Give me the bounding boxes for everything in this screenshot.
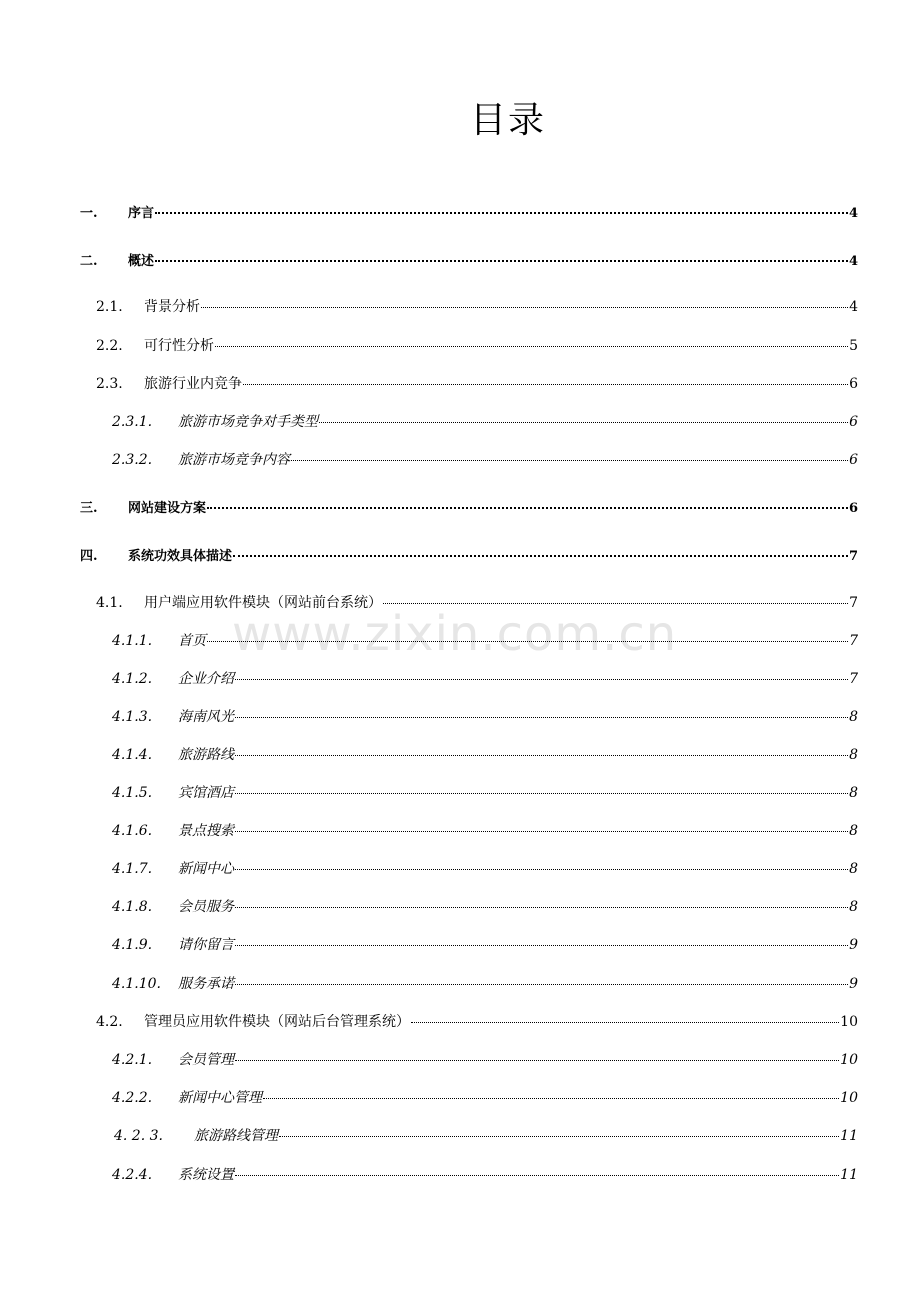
toc-entry[interactable] xyxy=(112,411,858,433)
toc-entry-page: 4 xyxy=(849,299,858,315)
toc-entry-text: 请你留言 xyxy=(178,937,234,953)
toc-entry[interactable] xyxy=(114,1125,858,1147)
toc-entry-number: 4.1.10. xyxy=(112,976,161,992)
toc-entry[interactable] xyxy=(112,1087,858,1109)
dot-leader xyxy=(235,755,848,756)
toc-entry-page: 4 xyxy=(848,206,858,221)
watermark: www.zixin.com.cn xyxy=(232,606,678,662)
dot-leader xyxy=(215,346,848,347)
dot-leader xyxy=(155,260,848,262)
toc-entry[interactable] xyxy=(112,706,858,728)
toc-entry[interactable] xyxy=(112,820,858,842)
toc-entry[interactable] xyxy=(112,744,858,766)
dot-leader xyxy=(383,603,848,604)
toc-entry-page: 7 xyxy=(849,595,858,611)
toc-entry-number: 4.1.2. xyxy=(112,671,153,687)
toc-entry[interactable] xyxy=(112,1164,858,1186)
toc-entry[interactable] xyxy=(112,449,858,471)
toc-entry-page: 11 xyxy=(840,1128,858,1144)
toc-entry-page: 4 xyxy=(848,254,858,269)
toc-entry-page: 6 xyxy=(849,414,858,430)
dot-leader xyxy=(155,212,848,214)
toc-entry[interactable] xyxy=(112,668,858,690)
toc-entry-text: 旅游市场竞争对手类型 xyxy=(178,414,318,430)
toc-entry-page: 6 xyxy=(849,376,858,392)
dot-leader xyxy=(235,717,848,718)
toc-entry-text: 新闻中心管理 xyxy=(178,1090,262,1106)
toc-entry[interactable] xyxy=(80,545,858,567)
toc-entry[interactable] xyxy=(96,592,858,614)
toc-entry[interactable] xyxy=(96,296,858,318)
toc-entry-page: 10 xyxy=(840,1090,858,1106)
toc-entry-text: 序言 xyxy=(128,206,155,221)
dot-leader xyxy=(235,1060,839,1061)
toc-entry-text: 服务承诺 xyxy=(178,976,234,992)
toc-entry[interactable] xyxy=(80,250,858,272)
toc-entry-number: 四. xyxy=(80,549,98,564)
toc-entry-number: 4.1.7. xyxy=(112,861,153,877)
toc-entry-text: 概述 xyxy=(128,254,155,269)
toc-entry-number: 4.1.5. xyxy=(112,785,153,801)
dot-leader xyxy=(233,555,848,557)
dot-leader xyxy=(201,307,848,308)
toc-entry-number: 二. xyxy=(80,254,98,269)
toc-entry-text: 会员服务 xyxy=(178,899,234,915)
toc-entry-page: 8 xyxy=(849,785,858,801)
toc-entry-number: 4.2.4. xyxy=(112,1167,153,1183)
dot-leader xyxy=(207,641,848,642)
toc-entry-text: 系统功效具体描述 xyxy=(128,549,233,564)
toc-entry-page: 6 xyxy=(848,501,858,516)
toc-entry-number: 2.3.1. xyxy=(112,414,153,430)
dot-leader xyxy=(235,831,848,832)
toc-entry-text: 宾馆酒店 xyxy=(178,785,234,801)
dot-leader xyxy=(319,422,848,423)
toc-entry-page: 8 xyxy=(849,899,858,915)
toc-entry-number: 4.2. xyxy=(96,1014,123,1030)
toc-entry-page: 10 xyxy=(840,1014,858,1030)
toc-entry[interactable] xyxy=(112,973,858,995)
toc-entry-page: 7 xyxy=(848,549,858,564)
toc-entry-text: 景点搜索 xyxy=(178,823,234,839)
dot-leader xyxy=(235,1175,839,1176)
toc-entry-page: 10 xyxy=(840,1052,858,1068)
toc-entry-number: 4.1. xyxy=(96,595,123,611)
page-title: 目录 xyxy=(469,100,546,141)
toc-entry-number: 2.2. xyxy=(96,338,123,354)
toc-entry-page: 8 xyxy=(849,823,858,839)
dot-leader xyxy=(291,460,848,461)
toc-entry-text: 旅游路线 xyxy=(178,747,234,763)
toc-entry-number: 4.1.4. xyxy=(112,747,153,763)
toc-entry-number: 2.3.2. xyxy=(112,452,153,468)
toc-entry-text: 新闻中心 xyxy=(178,861,234,877)
toc-entry-page: 8 xyxy=(849,747,858,763)
toc-entry-text: 旅游路线管理 xyxy=(194,1128,278,1144)
toc-entry-number: 4.2.1. xyxy=(112,1052,153,1068)
toc-entry-text: 系统设置 xyxy=(178,1167,234,1183)
toc-entry[interactable] xyxy=(112,630,858,652)
toc-entry-page: 11 xyxy=(840,1167,858,1183)
toc-entry[interactable] xyxy=(96,373,858,395)
dot-leader xyxy=(235,793,848,794)
toc-entry-number: 4.1.1. xyxy=(112,633,153,649)
dot-leader xyxy=(411,1022,839,1023)
toc-entry-text: 管理员应用软件模块（网站后台管理系统） xyxy=(144,1014,410,1030)
toc-entry-number: 4.1.9. xyxy=(112,937,153,953)
toc-entry-number: 三. xyxy=(80,501,98,516)
toc-entry[interactable] xyxy=(112,934,858,956)
toc-entry-number: 一. xyxy=(80,206,98,221)
dot-leader xyxy=(243,384,848,385)
toc-entry[interactable] xyxy=(112,896,858,918)
toc-entry-page: 7 xyxy=(849,671,858,687)
toc-entry-text: 首页 xyxy=(178,633,206,649)
toc-entry[interactable] xyxy=(80,497,858,519)
toc-entry-text: 用户端应用软件模块（网站前台系统） xyxy=(144,595,382,611)
toc-entry-text: 网站建设方案 xyxy=(128,501,207,516)
toc-entry-text: 会员管理 xyxy=(178,1052,234,1068)
toc-entry[interactable] xyxy=(96,1011,858,1033)
toc-entry-page: 8 xyxy=(849,709,858,725)
toc-entry-text: 背景分析 xyxy=(144,299,200,315)
toc-entry-text: 企业介绍 xyxy=(178,671,234,687)
toc-entry-number: 4.1.3. xyxy=(112,709,153,725)
toc-entry-text: 可行性分析 xyxy=(144,338,214,354)
toc-entry-number: 2.3. xyxy=(96,376,123,392)
dot-leader xyxy=(235,945,848,946)
toc-entry-page: 9 xyxy=(849,937,858,953)
toc-entry-number: 2.1. xyxy=(96,299,123,315)
toc-entry-page: 8 xyxy=(849,861,858,877)
toc-entry-number: 4.1.8. xyxy=(112,899,153,915)
toc-entry-text: 海南风光 xyxy=(178,709,234,725)
toc-entry[interactable] xyxy=(80,202,858,224)
toc-entry-text: 旅游行业内竞争 xyxy=(144,376,242,392)
toc-entry[interactable] xyxy=(112,1049,858,1071)
dot-leader xyxy=(263,1098,839,1099)
toc-entry-number: 4. 2. 3. xyxy=(114,1128,163,1144)
toc-entry[interactable] xyxy=(96,335,858,357)
toc-entry-number: 4.2.2. xyxy=(112,1090,153,1106)
toc-entry-number: 4.1.6. xyxy=(112,823,153,839)
dot-leader xyxy=(279,1136,839,1137)
toc-entry-page: 5 xyxy=(849,338,858,354)
dot-leader xyxy=(235,679,848,680)
toc-entry[interactable] xyxy=(112,858,858,880)
toc-entry-page: 7 xyxy=(849,633,858,649)
dot-leader xyxy=(235,984,848,985)
toc-entry-text: 旅游市场竞争内容 xyxy=(178,452,290,468)
dot-leader xyxy=(235,869,848,870)
toc-entry-page: 6 xyxy=(849,452,858,468)
toc-entry[interactable] xyxy=(112,782,858,804)
dot-leader xyxy=(207,507,848,509)
toc-entry-page: 9 xyxy=(849,976,858,992)
dot-leader xyxy=(235,907,848,908)
